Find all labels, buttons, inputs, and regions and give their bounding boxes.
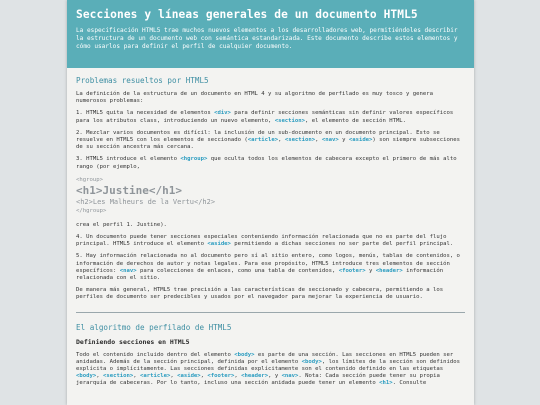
- section-heading-algorithm: El algoritmo de perfilado de HTML5: [76, 322, 232, 332]
- code-nav: <nav>: [281, 373, 299, 380]
- code-div: <div>: [214, 110, 231, 117]
- list-item-4: 4. Un documento puede tener secciones especiales conteniendo información relacionada que no es parte del flujo principal. HTML5 introduce el elemento <aside> permitiendo a dichas secciones no ser parte del perfil principal.: [76, 234, 454, 248]
- section-heading-problems: Problemas resueltos por HTML5: [76, 76, 209, 85]
- code-footer: <footer>: [338, 267, 366, 274]
- code-body: <body>: [301, 358, 322, 365]
- section-divider: [76, 312, 465, 313]
- code-section: <section>: [284, 137, 316, 144]
- subheading-defining-sections: Definiendo secciones en HTML5: [76, 337, 190, 346]
- page-intro: La especificación HTML5 trae muchos nuevos elementos a los desarrolladores web, permitiéndoles describir la estructura de un documento web con semántica estandarizada. Este documento describe estos elementos y cómo usarlos para definir el perfil de cualquier documento.: [76, 27, 458, 50]
- code-section: <section>: [102, 373, 134, 380]
- code-example-open: <hgroup>: [76, 176, 103, 183]
- code-example-h2: <h2>Les Malheurs de la Vertu</h2>: [76, 197, 216, 206]
- code-example-close: </hgroup>: [76, 207, 107, 214]
- algorithm-paragraph: Todo el contenido incluido dentro del elemento <body> es parte de una sección. Las secciones en HTML5 pueden ser anidadas. Además de la sección principal, definida por el elemento <body>, los límites de la sección son definidos explícita o implícitamente. Las secciones definidas explícitamente son el contenido definido en las etiquetas <body>, <section>, <article>, <aside>, <footer>, <header>, y <nav>. Nota: Cada sección puede tener su propia jerarquía de cabeceras. Por lo tanto, incluso una sección anidada puede tener un elemento <h1>. Consulte: [76, 351, 460, 387]
- code-example-h1: <h1>Justine</h1>: [76, 183, 182, 197]
- code-nav: <nav>: [119, 267, 137, 274]
- list-item-5: 5. Hay información relacionada no al documento pero sí al sitio entero, como logos, menús, tablas de contenidos, o información de derechos de autor y notas legales. Para ese propósito, HTML5 introduce tres elementos de sección específicos: <nav> para colecciones de enlaces, como una tabla de contenidos, <footer> y <header> información relacionada con el sitio.: [76, 253, 460, 282]
- code-nav: <nav>: [321, 137, 339, 144]
- code-section: <section>: [274, 117, 306, 124]
- list-item-2: 2. Mezclar varios documentos es difícil: la inclusión de un sub-documento en un documento principal. Esto se resuelve en HTML5 con los elementos de seccionado (<article>, <section>, <nav> y <aside>) son siempre subsecciones de su sección ancestra más cercana.: [76, 129, 460, 151]
- code-aside: <aside>: [177, 373, 201, 380]
- list-item-3-end: crea el perfil 1. Justine).: [76, 221, 167, 228]
- code-aside: <aside>: [207, 241, 231, 248]
- page-header: [67, 0, 474, 68]
- list-item-1: 1. HTML5 quita la necesidad de elementos <div> para definir secciones semánticas sin definir valores específicos para los atributos class, introduciendo un nuevo elemento, <section>, el elemento de sección HTML.: [76, 110, 454, 124]
- code-article: <article>: [247, 137, 279, 144]
- page-title: Secciones y líneas generales de un documento HTML5: [76, 8, 418, 21]
- code-body: <body>: [76, 373, 97, 380]
- problems-closing: De manera más general, HTML5 trae precisión a las características de seccionado y cabecera, permitiendo a los perfiles de documento ser predecibles y usados por el navegador para mejorar la experiencia de usuario.: [76, 287, 444, 301]
- code-article: <article>: [140, 373, 171, 380]
- code-aside: <aside>: [348, 137, 373, 144]
- code-body: <body>: [234, 351, 255, 358]
- code-h1: <h1>: [379, 380, 393, 387]
- problems-intro: La definición de la estructura de un documento en HTML 4 y su algoritmo de perfilado es muy tosco y genera numerosos problemas:: [76, 91, 433, 105]
- code-header: <header>: [241, 373, 269, 380]
- code-hgroup: <hgroup>: [180, 156, 208, 163]
- list-item-3: 3. HTML5 introduce el elemento <hgroup> que oculta todos los elementos de cabecera excepto el primero de más alto rango (por ejemplo,: [76, 156, 457, 170]
- code-header: <header>: [375, 267, 403, 274]
- main-content: [67, 68, 474, 388]
- code-example: [76, 176, 465, 216]
- code-footer: <footer>: [207, 373, 235, 380]
- document-page: [67, 0, 474, 405]
